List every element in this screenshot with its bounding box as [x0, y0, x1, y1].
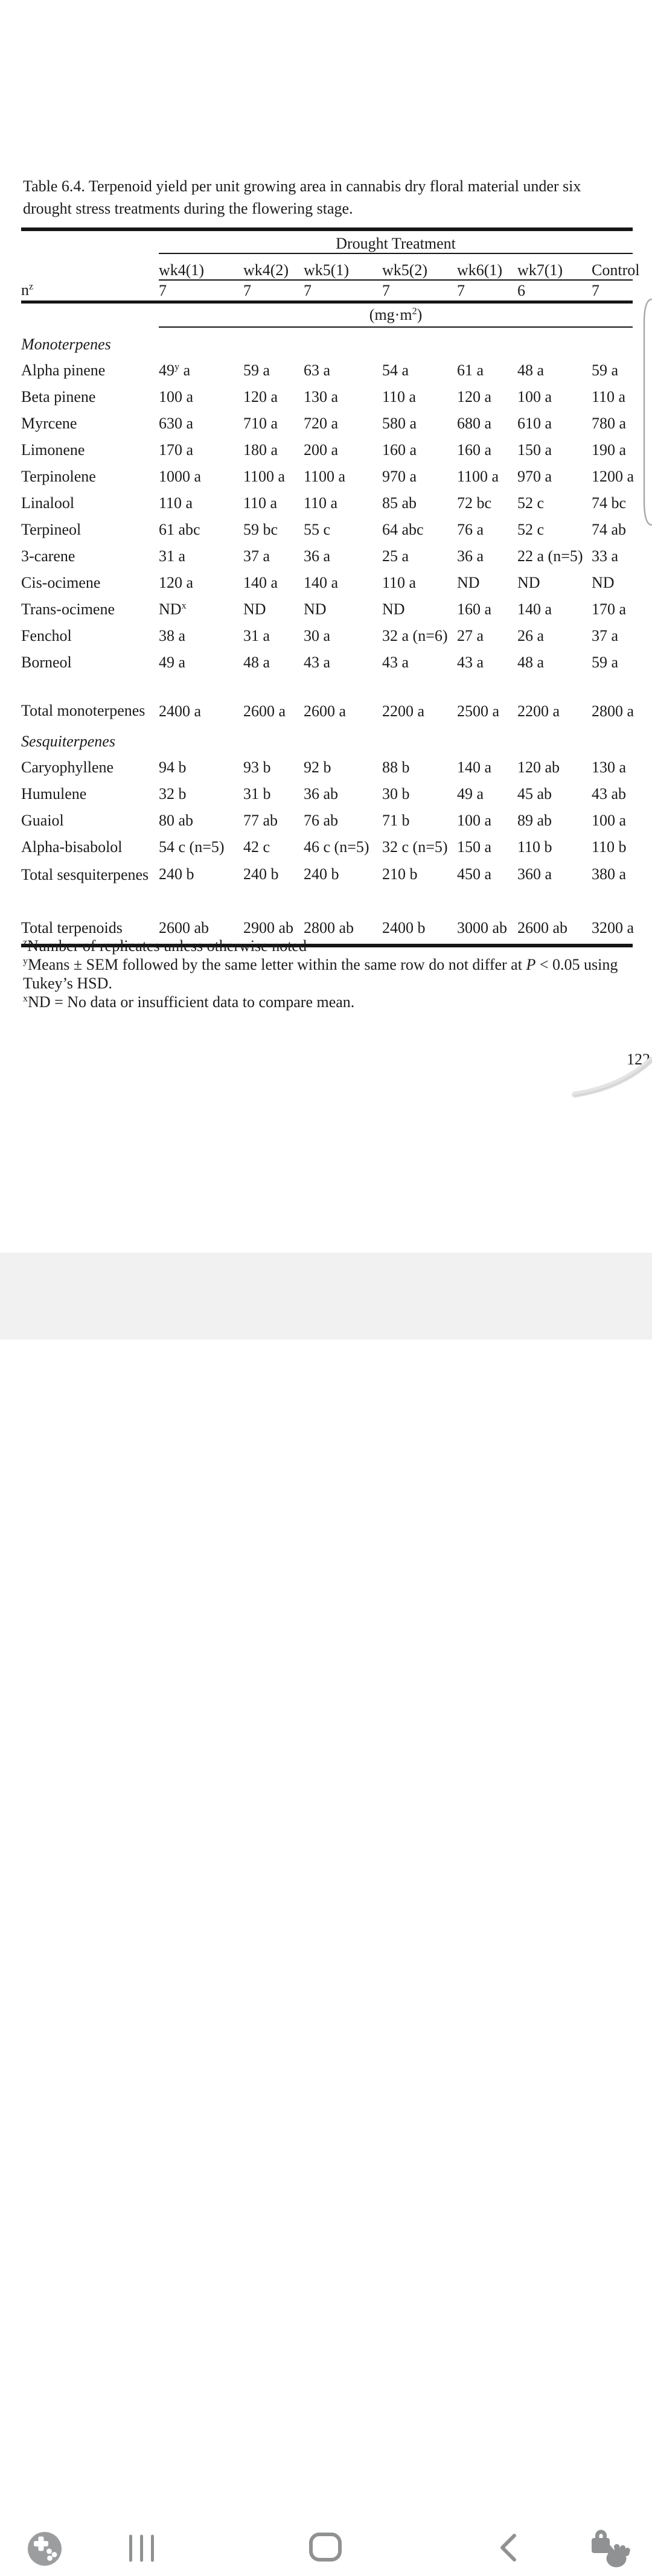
table-cell: 2600 ab: [159, 919, 209, 937]
table-cell: Caryophyllene: [21, 758, 114, 776]
table-cell: wk5(1): [304, 253, 382, 280]
terpenoid-yield-table: [21, 227, 640, 947]
table-cell: 610 a: [517, 415, 552, 432]
table-cell: 580 a: [382, 415, 417, 432]
table-cell: 74 ab: [592, 521, 627, 538]
table-cell: [21, 302, 159, 328]
table-cell: 37 a: [243, 547, 270, 565]
table-cell: 52 c: [517, 494, 545, 512]
table-cell: 85 ab: [382, 494, 417, 512]
table-cell: 2500 a: [457, 702, 500, 720]
table-cell: Terpineol: [21, 521, 82, 538]
footnote-italic-p: P: [526, 956, 536, 973]
table-cell: Guaiol: [21, 812, 64, 829]
table-cell: 2200 a: [517, 702, 560, 720]
table-cell: 93 b: [243, 758, 271, 776]
table-cell: 100 a: [517, 388, 552, 405]
table-cell: 2800 ab: [304, 919, 354, 937]
table-cell: ND: [382, 600, 405, 618]
table-cell: 110 b: [592, 838, 627, 856]
table-cell: 120 a: [457, 388, 492, 405]
table-cell: 140 a: [243, 574, 278, 591]
table-cell: 59 a: [243, 361, 270, 379]
table-cell: 59 a: [592, 654, 619, 671]
table-cell: 7: [592, 280, 633, 302]
android-nav-bar: [0, 1253, 652, 1340]
table-cell: Linalool: [21, 494, 75, 512]
table-row: [21, 543, 633, 570]
table-cell: 49 a: [159, 654, 186, 671]
table-cell: 94 b: [159, 758, 187, 776]
table-cell: 52 c: [517, 521, 545, 538]
table-cell: wk4(1): [159, 253, 243, 280]
table-cell: 1100 a: [457, 468, 499, 485]
table-cell: wk5(2): [382, 253, 457, 280]
table-footnotes: [23, 937, 631, 1011]
table-cell: 77 ab: [243, 812, 278, 829]
table-row: [21, 860, 633, 912]
footnote-text: Number of replicates unless otherwise noted: [27, 937, 307, 955]
table-cell: 48 a: [517, 361, 545, 379]
table-cell: 2600 a: [304, 702, 347, 720]
table-cell: 380 a: [592, 865, 627, 883]
table-cell: 170 a: [592, 600, 627, 618]
table-cell: 130 a: [592, 758, 627, 776]
table-cell: Beta pinene: [21, 388, 96, 405]
back-icon[interactable]: [497, 2533, 519, 2565]
table-cell: 170 a: [159, 441, 194, 459]
table-row: [21, 754, 633, 781]
table-cell: 240 b: [243, 865, 279, 883]
table-cell: Trans-ocimene: [21, 600, 115, 618]
table-row: [21, 437, 633, 463]
table-cell: wk7(1): [517, 253, 592, 280]
table-cell: 42 c: [243, 838, 270, 856]
table-cell: 45 ab: [517, 785, 552, 803]
table-cell: 31 b: [243, 785, 271, 803]
table-cell: 150 a: [457, 838, 492, 856]
table-cell: 100 a: [159, 388, 194, 405]
table-cell: 120 ab: [517, 758, 560, 776]
table-cell: Total monoterpenes: [21, 702, 145, 719]
table-cell: 89 ab: [517, 812, 552, 829]
table-cell: 55 c: [304, 521, 331, 538]
table-cell: 7: [457, 280, 517, 302]
table-cell: 92 b: [304, 758, 331, 776]
table-cell: 31 a: [159, 547, 186, 565]
table-cell: 54 a: [382, 361, 409, 379]
table-cell: 2400 b: [382, 919, 426, 937]
game-tools-icon[interactable]: [27, 2531, 63, 2570]
table-cell: 46 c (n=5): [304, 838, 369, 856]
table-cell: Cis-ocimene: [21, 574, 101, 591]
table-cell: 48 a: [243, 654, 270, 671]
table-cell: 720 a: [304, 415, 339, 432]
footnote-replicates: [23, 937, 631, 955]
table-row: [21, 649, 633, 676]
recents-icon[interactable]: [129, 2534, 155, 2565]
table-cell: 110 a: [592, 388, 626, 405]
table-cell: 110 a: [304, 494, 338, 512]
table-cell: $(mg\cdot m^2)$: [159, 302, 633, 328]
table-cell: 6: [517, 280, 592, 302]
page-edge-tab: [644, 299, 652, 525]
table-cell: 120 a: [243, 388, 278, 405]
table-body: [21, 327, 633, 946]
table-cell: 61 abc: [159, 521, 200, 538]
table-cell: [21, 253, 159, 280]
table-row: [21, 807, 633, 834]
table-cell: 49 a: [457, 785, 484, 803]
table-cell: 3000 ab: [457, 919, 508, 937]
table-cell: 2600 ab: [517, 919, 568, 937]
table-cell: ND: [243, 600, 266, 618]
table-cell: 25 a: [382, 547, 409, 565]
table-cell: ND: [457, 574, 480, 591]
table-cell: [21, 229, 159, 253]
table-cell: 36 a: [457, 547, 484, 565]
table-cell: 32 c (n=5): [382, 838, 448, 856]
table-cell: 31 a: [243, 627, 270, 644]
table-cell: Monoterpenes: [21, 335, 111, 353]
table-cell: 72 bc: [457, 494, 492, 512]
table-cell: Total sesquiterpenes: [21, 866, 149, 883]
table-cell: Fenchol: [21, 627, 72, 644]
table-cell: 240 b: [304, 865, 339, 883]
table-cell: 48 a: [517, 654, 545, 671]
table-cell: 140 a: [304, 574, 339, 591]
table-cell: 110 a: [382, 574, 417, 591]
footnote-sup: z: [23, 937, 28, 948]
table-cell: 88 b: [382, 758, 410, 776]
table-cell: Myrcene: [21, 415, 77, 432]
table-cell: 780 a: [592, 415, 627, 432]
table-cell: Sesquiterpenes: [21, 732, 115, 750]
table-caption: Table 6.4. Terpenoid yield per unit growing area in cannabis dry floral material under six drought stress treatments during the flowering stage.: [23, 177, 581, 217]
table-row: [21, 725, 633, 754]
footnote-sem: [23, 955, 631, 993]
table-cell: 680 a: [457, 415, 492, 432]
table-cell: 140 a: [457, 758, 492, 776]
table-cell: 7: [243, 280, 304, 302]
home-icon[interactable]: [308, 2532, 342, 2565]
table-cell: 970 a: [382, 468, 417, 485]
table-cell: 110 a: [159, 494, 193, 512]
table-cell: 110 b: [517, 838, 552, 856]
table-cell: Borneol: [21, 654, 72, 671]
table-cell: 160 a: [382, 441, 417, 459]
touch-lock-icon[interactable]: [586, 2526, 633, 2576]
table-row: [21, 781, 633, 807]
table-cell: 71 b: [382, 812, 410, 829]
table-cell: 80 ab: [159, 812, 194, 829]
table-cell: 710 a: [243, 415, 278, 432]
table-cell: 450 a: [457, 865, 492, 883]
table-row: [21, 676, 633, 725]
table-cell: 100 a: [457, 812, 492, 829]
table-cell: 30 a: [304, 627, 331, 644]
footnote-nd: [23, 993, 631, 1011]
table-cell: $n^z$: [21, 280, 159, 302]
table-cell: Humulene: [21, 785, 87, 803]
table-cell: 36 ab: [304, 785, 339, 803]
table-cell: Limonene: [21, 441, 85, 459]
table-cell: 240 b: [159, 865, 194, 883]
table-cell: 130 a: [304, 388, 339, 405]
table-cell: wk6(1): [457, 253, 517, 280]
table-cell: 59 a: [592, 361, 619, 379]
table-cell: Total terpenoids: [21, 919, 123, 937]
table-cell: 43 a: [382, 654, 409, 671]
table-cell: 200 a: [304, 441, 339, 459]
table-cell: 38 a: [159, 627, 186, 644]
table-cell: 1200 a: [592, 468, 634, 485]
table-cell: 36 a: [304, 547, 331, 565]
footnote-sup: x: [23, 993, 28, 1004]
table-cell: 160 a: [457, 441, 492, 459]
table-head: [21, 229, 640, 327]
table-cell: 2900 ab: [243, 919, 294, 937]
table-cell: 76 ab: [304, 812, 339, 829]
table-cell: 2200 a: [382, 702, 425, 720]
table-cell: 160 a: [457, 600, 492, 618]
table-cell: 49$^y$ a: [159, 361, 191, 379]
footnote-sup: y: [23, 956, 28, 967]
table-cell: 110 a: [382, 388, 417, 405]
table-cell: 2400 a: [159, 702, 202, 720]
table-row: [21, 596, 633, 623]
table-cell: 63 a: [304, 361, 331, 379]
page-number: 122: [627, 1051, 650, 1068]
table-cell: wk4(2): [243, 253, 304, 280]
table-cell: 54 c (n=5): [159, 838, 225, 856]
table-row: [21, 490, 633, 517]
table-row: [21, 517, 633, 543]
table-cell: 1000 a: [159, 468, 202, 485]
table-cell: 110 a: [243, 494, 278, 512]
table-row: [21, 834, 633, 860]
table-cell: 2600 a: [243, 702, 286, 720]
table-row: [21, 410, 633, 437]
table-cell: 30 b: [382, 785, 410, 803]
table-cell: ND: [592, 574, 615, 591]
table-cell: ND: [304, 600, 327, 618]
table-cell: Terpinolene: [21, 468, 96, 485]
table-cell: 180 a: [243, 441, 278, 459]
table-cell: 1100 a: [304, 468, 346, 485]
table-cell: 7: [304, 280, 382, 302]
table-cell: 37 a: [592, 627, 619, 644]
table-cell: 7: [382, 280, 457, 302]
table-row: [21, 623, 633, 649]
table-row: [21, 357, 633, 384]
table-cell: 74 bc: [592, 494, 627, 512]
table-cell: 26 a: [517, 627, 545, 644]
table-cell: 22 a (n=5): [517, 547, 583, 565]
table-cell: Drought Treatment: [159, 229, 633, 253]
table-cell: 61 a: [457, 361, 484, 379]
table-row: [21, 570, 633, 596]
table-cell: 32 b: [159, 785, 187, 803]
table-cell: ND: [517, 574, 540, 591]
table-row: [21, 463, 633, 490]
table-cell: $ND^x$: [159, 600, 187, 618]
table-cell: 3-carene: [21, 547, 75, 565]
table-row: [21, 327, 633, 357]
table-cell: 32 a (n=6): [382, 627, 448, 644]
footnote-text: Means ± SEM followed by the same letter within the same row do not differ at: [28, 956, 526, 973]
footnote-text: ND = No data or insufficient data to compare mean.: [28, 993, 355, 1011]
table-cell: Control: [592, 253, 633, 280]
table-cell: 100 a: [592, 812, 627, 829]
table-cell: 140 a: [517, 600, 552, 618]
table-cell: 64 abc: [382, 521, 424, 538]
table-cell: 43 a: [457, 654, 484, 671]
footnote-text: < 0.05 using Tukey’s HSD.: [23, 956, 618, 992]
table-cell: 360 a: [517, 865, 552, 883]
table-cell: 120 a: [159, 574, 194, 591]
table-row: [21, 384, 633, 410]
table-cell: 970 a: [517, 468, 552, 485]
table-cell: 43 ab: [592, 785, 627, 803]
table-cell: 33 a: [592, 547, 619, 565]
table-cell: 210 b: [382, 865, 418, 883]
table-cell: Alpha-bisabolol: [21, 838, 123, 856]
table-cell: 3200 a: [592, 919, 634, 937]
table-cell: 2800 a: [592, 702, 634, 720]
table-cell: Alpha pinene: [21, 361, 106, 379]
table-cell: 7: [159, 280, 243, 302]
table-cell: 630 a: [159, 415, 194, 432]
table-cell: 43 a: [304, 654, 331, 671]
table-cell: 59 bc: [243, 521, 278, 538]
table-cell: 76 a: [457, 521, 484, 538]
table-cell: 150 a: [517, 441, 552, 459]
table-cell: 190 a: [592, 441, 627, 459]
table-cell: 1100 a: [243, 468, 286, 485]
table-cell: 27 a: [457, 627, 484, 644]
